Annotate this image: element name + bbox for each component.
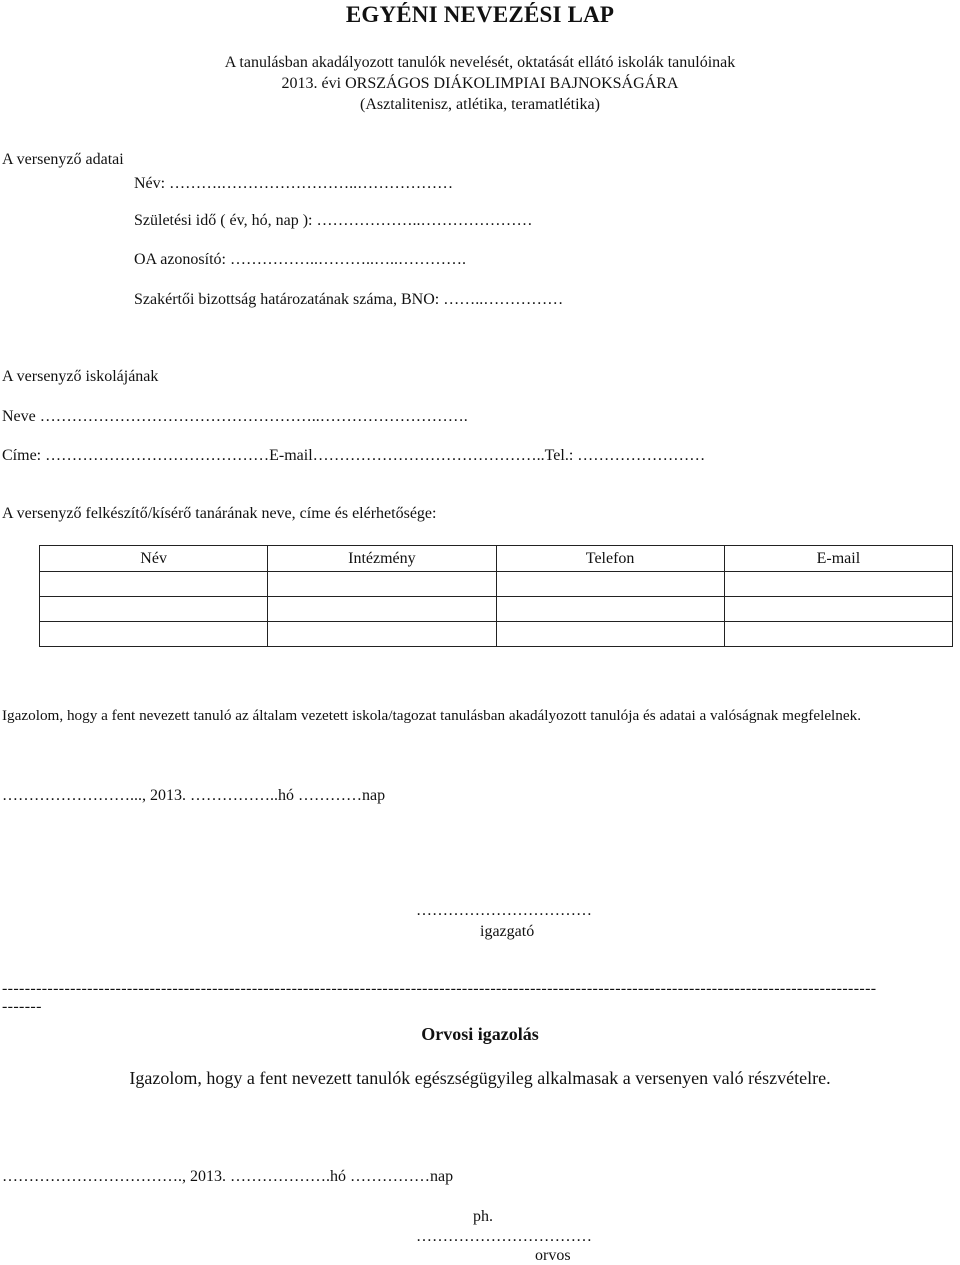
table-cell-name[interactable] (40, 572, 268, 597)
table-row (40, 597, 953, 622)
committee-decision-field[interactable]: Szakértői bizottság határozatának száma, BNO: ……..…………… (134, 291, 564, 308)
table-cell-name[interactable] (40, 622, 268, 647)
table-cell-institution[interactable] (268, 622, 496, 647)
medical-statement: Igazolom, hogy a fent nevezett tanulók egészségügyileg alkalmasak a versenyen való részvételre. (129, 1068, 831, 1088)
table-cell-institution[interactable] (268, 597, 496, 622)
school-name-field[interactable]: Neve ……………………………………………..………………………. (2, 408, 468, 425)
table-cell-institution[interactable] (268, 572, 496, 597)
table-row (40, 622, 953, 647)
competitor-name-field[interactable]: Név: ……….……………………..……………… (134, 175, 454, 192)
certification-statement: Igazolom, hogy a fent nevezett tanuló az általam vezetett iskola/tagozat tanulásban akadályozott tanulója és adatai a valóságnak megfelelnek. (2, 707, 861, 724)
competitor-section-label: A versenyző adatai (2, 151, 124, 168)
stamp-label: ph. (473, 1208, 493, 1225)
teacher-section-label: A versenyző felkészítő/kísérő tanárának neve, címe és elérhetősége: (2, 505, 437, 522)
certification-date-field[interactable]: ……………………..., 2013. ……………..hó …………nap (2, 787, 386, 804)
subtitle-line-2: 2013. évi ORSZÁGOS DIÁKOLIMPIAI BAJNOKSÁGÁRA (281, 75, 679, 92)
cut-line-separator: ----------------------------------------------------------------------------------------------------------------------------------------------------------------- (2, 980, 877, 1015)
doctor-signature-line[interactable]: …………………………… (416, 1228, 592, 1245)
table-cell-phone[interactable] (496, 622, 724, 647)
table-row (40, 572, 953, 597)
subtitle-line-3: (Asztalitenisz, atlétika, teramatlétika) (360, 96, 600, 113)
school-section-label: A versenyző iskolájának (2, 368, 159, 385)
table-cell-email[interactable] (724, 597, 952, 622)
teacher-table (39, 545, 953, 647)
doctor-signature-label: orvos (535, 1247, 571, 1264)
subtitle-line-1: A tanulásban akadályozott tanulók nevelését, oktatását ellátó iskolák tanulóinak (224, 54, 736, 71)
medical-date-field[interactable]: ……………………………., 2013. ……………….hó ……………nap (2, 1168, 454, 1185)
competitor-oa-id-field[interactable]: OA azonosító: ……………..………..…..…………. (134, 251, 466, 268)
school-address-field[interactable]: Címe: ……………………………………E-mail……………………………………..Tel.: …………………… (2, 447, 706, 464)
table-header-email: E-mail (724, 546, 952, 572)
competitor-birth-date-field[interactable]: Születési idő ( év, hó, nap ): ………………..………………… (134, 212, 533, 229)
medical-section-title: Orvosi igazolás (421, 1024, 539, 1044)
principal-signature-label: igazgató (480, 923, 535, 940)
table-header-name: Név (40, 546, 268, 572)
table-header-row (40, 546, 953, 572)
table-cell-phone[interactable] (496, 597, 724, 622)
table-cell-email[interactable] (724, 622, 952, 647)
table-header-phone: Telefon (496, 546, 724, 572)
table-cell-name[interactable] (40, 597, 268, 622)
page-title: EGYÉNI NEVEZÉSI LAP (345, 2, 615, 27)
principal-signature-line[interactable]: …………………………… (416, 902, 592, 919)
table-cell-phone[interactable] (496, 572, 724, 597)
table-cell-email[interactable] (724, 572, 952, 597)
table-header-institution: Intézmény (268, 546, 496, 572)
